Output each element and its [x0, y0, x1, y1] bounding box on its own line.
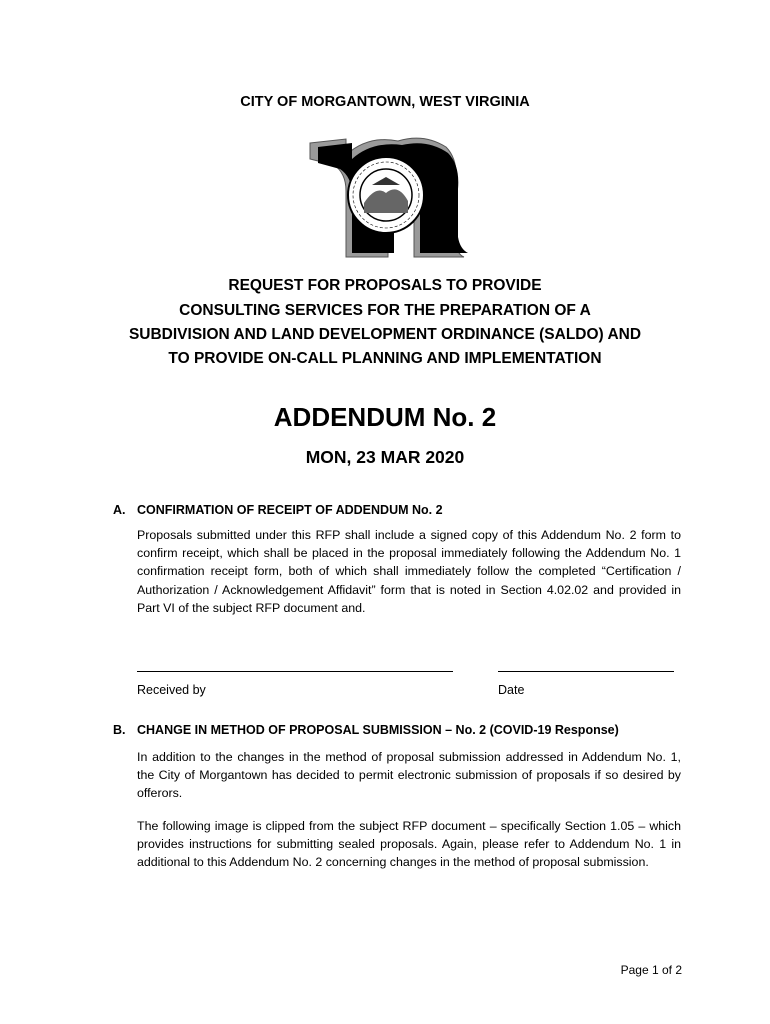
- page-number: Page 1 of 2: [620, 963, 682, 977]
- received-by-label: Received by: [137, 683, 206, 697]
- addendum-date: MON, 23 MAR 2020: [305, 447, 465, 467]
- section-a-paragraph: Proposals submitted under this RFP shall include a signed copy of this Addendum No. 2 form to confirm receipt, which shall be placed in the proposal immediately following the Addendum No. 1 confirmation receipt form, both of which shall immediately follow the completed “Certification / Authorization / Acknowledgement Affidavit” form that is noted in Section 4.02.02 and provided in Part VI of the subject RFP document and.: [137, 528, 681, 615]
- section-a-heading: CONFIRMATION OF RECEIPT OF ADDENDUM No. 2: [137, 503, 443, 517]
- date-signature-line: [498, 671, 674, 672]
- section-b-heading: CHANGE IN METHOD OF PROPOSAL SUBMISSION – No. 2 (COVID-19 Response): [137, 723, 619, 737]
- section-b-paragraph-1: In addition to the changes in the method of proposal submission addressed in Addendum No. 1, the City of Morgantown has decided to permit electronic submission of proposals if so desired by offerors.: [137, 750, 681, 801]
- section-b-paragraph-2: The following image is clipped from the subject RFP document – specifically Section 1.05 – which provides instructions for submitting sealed proposals. Again, please refer to Addendum No. 1 in additional to this Addendum No. 2 concerning changes in the method of proposal submission.: [137, 819, 681, 870]
- city-logo-m-seal-icon: [306, 133, 471, 258]
- section-b-letter: B.: [113, 723, 126, 737]
- rfp-title-line: CONSULTING SERVICES FOR THE PREPARATION OF A: [179, 302, 591, 319]
- city-title: CITY OF MORGANTOWN, WEST VIRGINIA: [240, 94, 530, 110]
- rfp-title-line: SUBDIVISION AND LAND DEVELOPMENT ORDINANCE (SALDO) AND: [128, 326, 642, 343]
- date-label: Date: [498, 683, 525, 697]
- addendum-title: ADDENDUM No. 2: [273, 402, 497, 432]
- section-a-letter: A.: [113, 503, 126, 517]
- rfp-title-line: REQUEST FOR PROPOSALS TO PROVIDE: [228, 277, 542, 294]
- received-by-signature-line: [137, 671, 453, 672]
- rfp-title-line: TO PROVIDE ON-CALL PLANNING AND IMPLEMENTATION: [168, 350, 602, 367]
